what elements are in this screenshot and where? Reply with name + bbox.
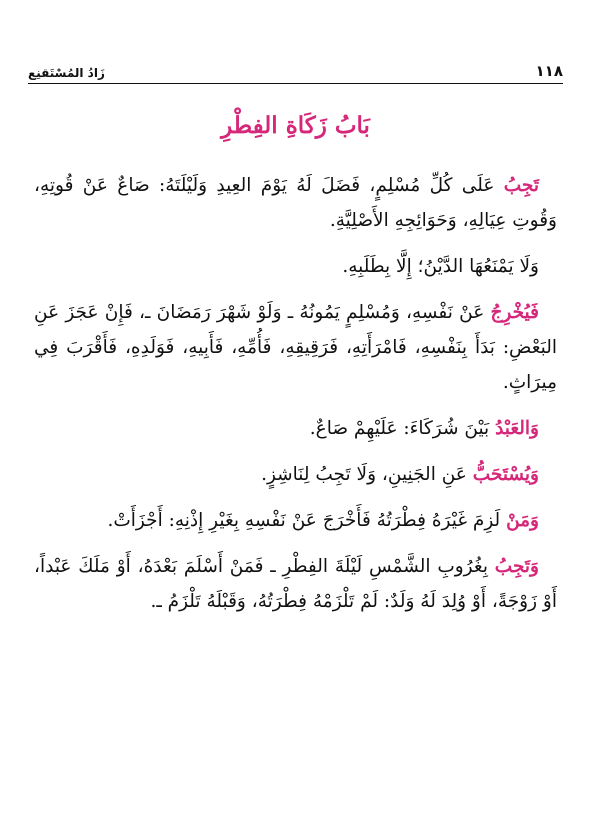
paragraph-keyword: وَالعَبْدُ	[495, 418, 539, 439]
paragraph-keyword: وَتَجِبُ	[494, 556, 539, 577]
paragraph-keyword: وَمَنْ	[506, 510, 539, 531]
paragraph-text: لَزِمَ غَيْرَهُ فِطْرَتُهُ فَأَخْرَجَ عَنْ نَفْسِهِ بِغَيْرِ إِذْنِهِ: أَجْزَأَتْ.	[107, 510, 507, 531]
paragraph	[34, 503, 557, 538]
paragraph	[34, 457, 557, 492]
header-rule	[28, 83, 563, 84]
paragraph-keyword: وَيُسْتَحَبُّ	[472, 464, 539, 485]
paragraph-text: عَلَى كُلِّ مُسْلِمٍ، فَضَلَ لَهُ يَوْمَ العِيدِ وَلَيْلَتَهُ: صَاعٌ عَنْ قُوتِهِ، وَقُوتِ عِيَالِهِ، وَحَوَائِجِهِ الأَصْلِيَّةِ.	[34, 175, 557, 231]
running-book-title: زَادُ المُسْتَقنِع	[28, 66, 105, 80]
paragraph	[34, 295, 557, 400]
paragraph	[34, 411, 557, 446]
paragraph-text: عَنْ نَفْسِهِ، وَمُسْلِمٍ يَمُونُهُ ـ وَلَوْ شَهْرَ رَمَضَانَ ـ، فَإِنْ عَجَزَ عَنِ البَعْضِ: بَدَأَ بِنَفْسِهِ، فَامْرَأَتِهِ، فَرَقِيقِهِ، فَأُمِّهِ، فَأَبِيهِ، فَوَلَدِهِ، فَأَقْرَبَ فِي مِيرَاثٍ.	[34, 302, 557, 393]
running-header	[28, 56, 563, 80]
paragraph-text: وَلَا يَمْنَعُهَا الدَّيْنُ؛ إِلَّا بِطَلَبِهِ.	[342, 256, 539, 277]
paragraph-text: بَيْنَ شُرَكَاءَ: عَلَيْهِمْ صَاعٌ.	[309, 418, 496, 439]
paragraph-text: بِغُرُوبِ الشَّمْسِ لَيْلَةَ الفِطْرِ ـ فَمَنْ أَسْلَمَ بَعْدَهُ، أَوْ مَلَكَ عَبْداً، أَوْ زَوْجَةً، أَوْ وُلِدَ لَهُ وَلَدٌ: لَمْ تَلْزَمْهُ فِطْرَتُهُ، وَقَبْلَهُ تَلْزَمُ ـ.	[34, 556, 557, 612]
paragraph	[34, 168, 557, 238]
chapter-title: بَابُ زَكَاةِ الفِطْرِ	[221, 112, 370, 139]
paragraph-text: عَنِ الجَنِينِ، وَلَا تَجِبُ لِنَاشِزٍ.	[261, 464, 473, 485]
paragraph-keyword: تَجِبُ	[503, 175, 539, 196]
paragraph-keyword: فَيُخْرِجُ	[490, 302, 539, 323]
paragraph	[34, 249, 557, 284]
body-text	[34, 168, 557, 630]
paragraph	[34, 549, 557, 619]
page-number: ١١٨	[535, 62, 563, 80]
